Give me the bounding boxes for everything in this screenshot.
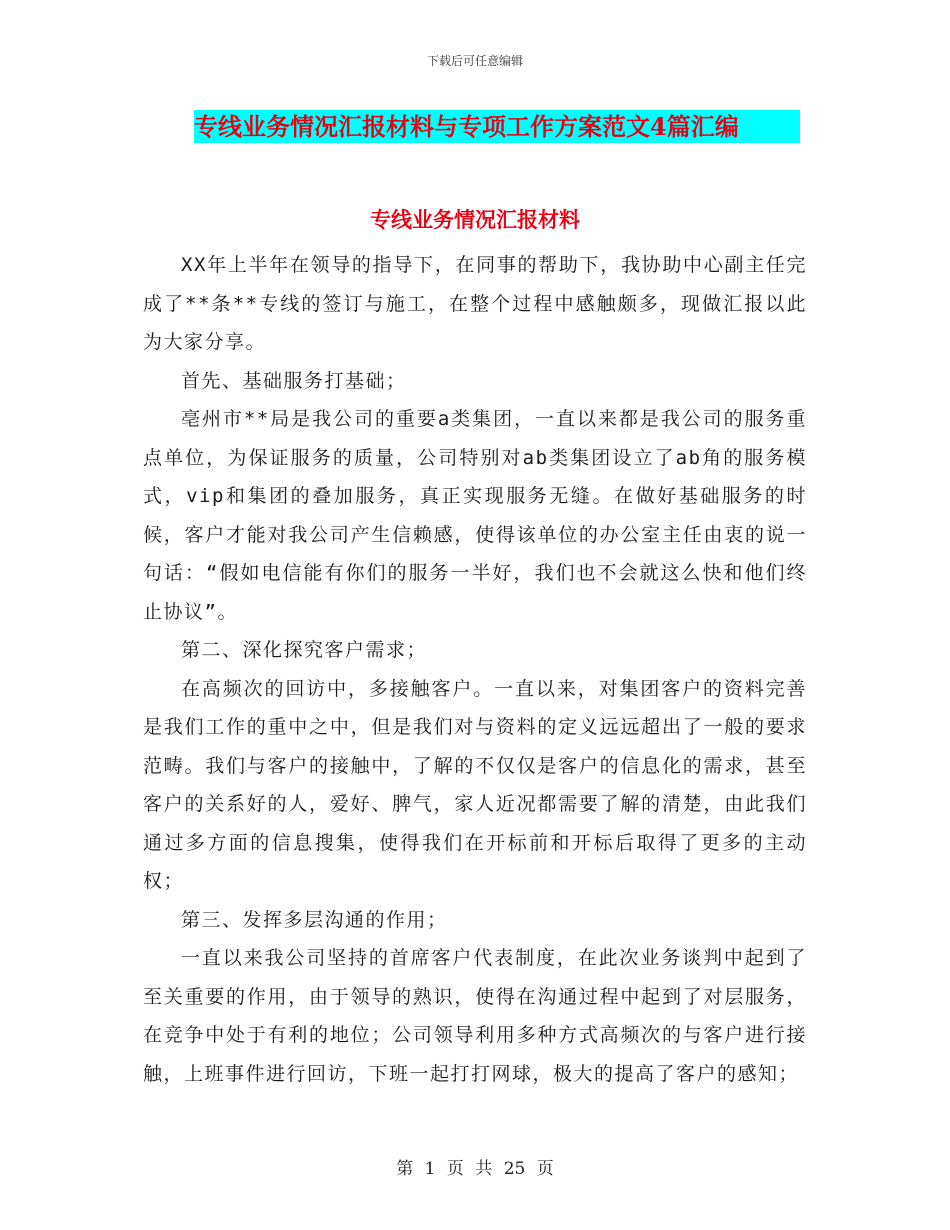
paragraph-heading: 第三、发挥多层沟通的作用； — [181, 908, 448, 931]
paragraph: 一直以来我公司坚持的首席客户代表制度，在此次业务谈判中起到了至关重要的作用，由于领导的熟识，使得在沟通过程中起到了对层服务，在竞争中处于有利的地位；公司领导利用多种方式高频次的与客户进行接触，上班事件进行回访，下班一起打打网球，极大的提高了客户的感知； — [143, 947, 807, 1085]
section-title: 专线业务情况汇报材料 — [370, 207, 580, 232]
page-footer: 第 1 页 共 25 页 — [396, 1159, 554, 1179]
document-title: 专线业务情况汇报材料与专项工作方案范文4篇汇编 — [194, 110, 800, 143]
paragraph: 亳州市**局是我公司的重要a类集团，一直以来都是我公司的服务重点单位，为保证服务的质量，公司特别对ab类集团设立了ab角的服务模式，vip和集团的叠加服务，真正实现服务无缝。在做好基础服务的时候，客户才能对我公司产生信赖感，使得该单位的办公室主任由衷的说一句话：“假如电信能有你们的服务一半好，我们也不会就这么快和他们终止协议”。 — [143, 408, 807, 623]
paragraph: 在高频次的回访中，多接触客户。一直以来，对集团客户的资料完善是我们工作的重中之中，但是我们对与资料的定义远远超出了一般的要求范畴。我们与客户的接触中，了解的不仅仅是客户的信息化的需求，甚至客户的关系好的人，爱好、脾气，家人近况都需要了解的清楚，由此我们通过多方面的信息搜集，使得我们在开标前和开标后取得了更多的主动权； — [143, 677, 807, 892]
paragraph: XX年上半年在领导的指导下，在同事的帮助下，我协助中心副主任完成了**条**专线的签订与施工，在整个过程中感触颇多，现做汇报以此为大家分享。 — [143, 254, 807, 353]
body-text — [143, 246, 807, 1093]
paragraph-heading: 第二、深化探究客户需求； — [181, 639, 428, 661]
header-note: 下载后可任意编辑 — [426, 54, 523, 68]
paragraph-heading: 首先、基础服务打基础； — [181, 369, 407, 392]
